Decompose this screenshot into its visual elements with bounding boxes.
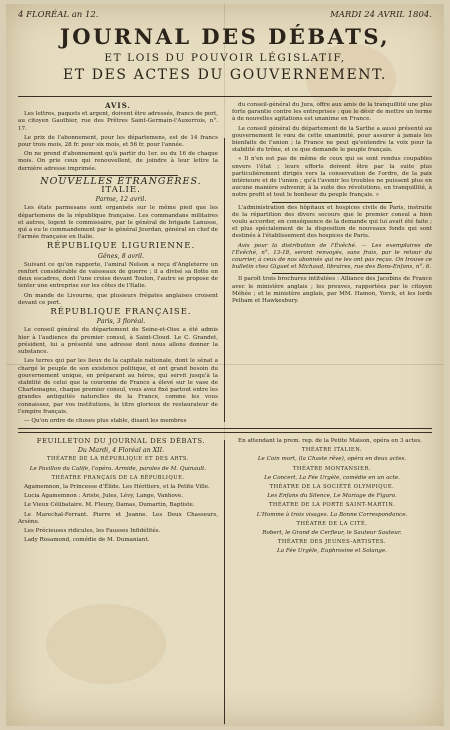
section-heading: RÉPUBLIQUE LIGURIENNE. [46, 241, 196, 252]
section-heading: NOUVELLES ÉTRANGÈRES. [40, 175, 202, 187]
article-paragraph: Le conseil général du département de Seine-et-Oise a été admis hier à l'audience du premier consul, à Saint-Cloud. Le C. Grandet, président, lui a présenté une adresse dont nous allons donner la substance. [18, 327, 218, 356]
article-paragraph: du conseil-général du Jura, offre aux amis de la tranquillité une plus forte garantie contre les entreprises ; que le désir de mettre un terme à de nouvelles agitations est unanime en France. [232, 102, 432, 123]
feuilleton-rule [18, 432, 432, 433]
article-paragraph: — Qu'on ordre de choses plus stable, disant les membres [24, 417, 187, 424]
theatre-name: THÉATRE DE LA RÉPUBLIQUE ET DES ARTS. [47, 456, 189, 463]
date-line [18, 10, 432, 20]
section-rule [272, 202, 392, 203]
play-listing: Les Précieuses ridicules, les Fausses Infidélités. [24, 528, 161, 535]
play-listing: Lucia Agamemnon : Ariste, Jules, Lévy, Lange, Vanhove. [24, 493, 184, 500]
avis-text: On ne prend d'abonnement qu'à partir du 1er. ou du 16 de chaque mois. On prie ceux qui renouvellent, de joindre à leur lettre la dernière adresse imprimée. [18, 151, 218, 172]
gregorian-date: MARDI 24 AVRIL 1804. [330, 10, 432, 20]
play-listing: Les Enfans du Silence, Le Mariage de Figaro. [267, 493, 397, 500]
article-paragraph: Les terres qui par les lieux de la capitale nationale, dont le sénat a chargé le peuple de son existence politique, et ont grand besoin du gouvernement unique, en préparant au héros, qui servit jusqu'à la stabilité de celui que la couronne de France a élevé sur le vase de Charlemagne, chaque premier consul, vous avez fixé partout entre les grandes antiquités naturelles de la France, comme les vous connaissez, par vos institutions, le titre glorieux de restaurateur de l'empire français. [18, 358, 218, 415]
notice-paragraph: Il paroît trois brochures intitulées : Alliance des Jacobins de France avec le ministère anglais ; les preuves, rapportées par le citoyen Méhée ; et le ministère anglais, par MM. Hamon, Yorck, et les lords Pelham et Hawkesbury. [232, 276, 432, 305]
newspaper-page [6, 4, 444, 726]
right-column [232, 102, 432, 307]
section-rule [272, 273, 392, 274]
dateline: Parme, 12 avril. [95, 196, 147, 204]
theatre-name: THÉATRE DE LA SOCIÉTÉ OLYMPIQUE. [269, 484, 395, 491]
masthead [6, 24, 444, 83]
theatre-name: THÉATRE MONTANSIER. [292, 465, 372, 472]
article-paragraph: Le conseil général du département de la Sarthe a aussi présenté au gouvernement le vœu de cette unanimité, pour assurer à jamais les bienfaits de l'union ; la France ne peut qu'entendre la voix pour la stabilité du trône, et ce que demande le peuple français. [232, 125, 432, 154]
section-heading: RÉPUBLIQUE FRANÇAISE. [50, 307, 192, 318]
play-listing: Le Coin mort, (la Chaste rêve), opéra en deux actes. [257, 456, 407, 463]
feuilleton-right [232, 438, 432, 558]
article-paragraph: On mande de Livourne, que plusieurs frégates anglaises croisent devant ce port. [18, 292, 218, 306]
paper-stain [46, 604, 166, 684]
newspaper-subtitle-2: ET DES ACTES DU GOUVERNEMENT. [62, 67, 388, 83]
header-rule [18, 96, 432, 97]
newspaper-subtitle: ET LOIS DU POUVOIR LÉGISLATIF, [104, 52, 346, 64]
theatre-name: THÉATRE FRANÇAIS DE LA RÉPUBLIQUE. [51, 474, 185, 481]
notice-paragraph: Avis pour la distribution de l'Évêché. — Les exemplaires de l'Évêché, n°. 13-18, seront renvoyés, sans frais, par le retour du courrier, à ceux de nos abonnés qui ne les ont pas reçus. On trouve ce bulletin chez Giguet et Michaud, libraires, rue des Bons-Enfans, n°. 6. [232, 242, 432, 271]
theatre-name: THÉATRE DES JEUNES-ARTISTES. [277, 539, 387, 546]
theatre-name: THÉATRE ITALIEN. [301, 447, 363, 454]
feuilleton-rule [18, 428, 432, 429]
republican-date: 4 FLORÉAL an 12. [18, 10, 99, 20]
article-paragraph: Les états parmesans sont organisés sur le même pied que les départemens de la république française. Les commandans militaires et autres, logent le commissaire, par le général de brigade Lanusse, qui a eu le commandement par le général Jourdan, général en chef de l'armée française en Italie. [18, 205, 218, 241]
section-subheading: ITALIE. [101, 185, 141, 196]
article-paragraph: L'administration des hôpitaux et hospices civils de Paris, instruite de la répartition des divers secours que le premier consul a bien voulu accorder, en conséquence de la demande qui lui avait été faite ; et plus spécialement de la disposition de nouveaux fonds qui sont destinés à l'établissement des hospices de Paris. [232, 204, 432, 240]
feuilleton-left [18, 438, 218, 546]
feuilleton-title: FEUILLETON DU JOURNAL DES DÉBATS. [36, 437, 206, 445]
play-listing: Le Marechal-Ferrant. Pierre et Jeanne. Les Deux Chasseurs, Arsène. [18, 511, 218, 525]
play-listing: Le Pavillon du Calife, l'opéra. Armide, paroles de M. Quinault. [29, 465, 207, 472]
avis-text: Le prix de l'abonnement, pour les départemens, est de 14 francs pour trois mois, 28 fr. pour six mois, et 56 fr. pour l'année. [18, 134, 218, 149]
play-listing: La Fée Urgèle, Euphrosine et Solange. [277, 548, 387, 555]
article-paragraph: « Il n'en est pas de même de ceux qui se sont rendus coupables envers l'état ; leurs efforts doivent être par la suite plus particulièrement dirigés vers la conservation de l'ordre, de la paix intérieure et de l'union ; qu'à l'avenir les troubles ne puissent plus en aucune manière subvenir, à la suite des révolutions, en tranquillité, à notre profit et tout le bonheur du peuple français. » [232, 156, 432, 199]
play-listing: Le Concert, La Fée Urgèle, comédie en un acte. [264, 474, 400, 481]
theatre-name: THÉATRE DE LA PORTE SAINT-MARTIN. [268, 502, 396, 509]
play-listing: Robert, le Grand de Cerfleur, le Sauteur Sauteur. [262, 530, 402, 537]
column-rule [224, 440, 225, 724]
play-listing: L'Homme à trois visages. La Bonne Correspondance. [256, 511, 408, 518]
newspaper-title: JOURNAL DES DÉBATS, [59, 24, 391, 49]
feuilleton-date: Du Mardi, 4 Floréal an XII. [77, 447, 165, 455]
article-paragraph: Suivant ce qu'on rapporte, l'amiral Nelson a reçu d'Angleterre un renfort considérable de vaisseaux de guerre ; il a divisé sa flotte en deux escadres, dont l'une croise devant Toulon, l'autre se propose de tenter une entreprise sur les côtes de l'Italie. [18, 261, 218, 290]
left-column [18, 102, 218, 427]
dateline: Paris, 3 floréal. [96, 318, 146, 326]
avis-heading: AVIS. [105, 101, 131, 110]
play-listing: Agamemnon, la Princesse d'Élide. Les Héritiers, et la Petite Ville. [24, 484, 210, 491]
play-listing: Lady Rosamond, comédie de M. Dumaniant. [24, 537, 150, 544]
play-listing: En attendant la prem. rep. de la Petite Maison, opéra en 3 actes. [238, 438, 422, 444]
theatre-name: THÉATRE DE LA CITÉ. [296, 520, 368, 527]
play-listing: Le Vieux Célibataire. M. Fleury, Damas, Dumartin, Baptiste. [24, 502, 195, 509]
avis-text: Les lettres, paquets et argent, doivent être adressés, francs de port, au citoyen Gauthier, rue des Prêtres Saint-Germain-l'Auxerrois, n°. 17. [18, 111, 218, 132]
column-rule [224, 138, 225, 422]
dateline: Gênes, 8 avril. [97, 252, 145, 260]
